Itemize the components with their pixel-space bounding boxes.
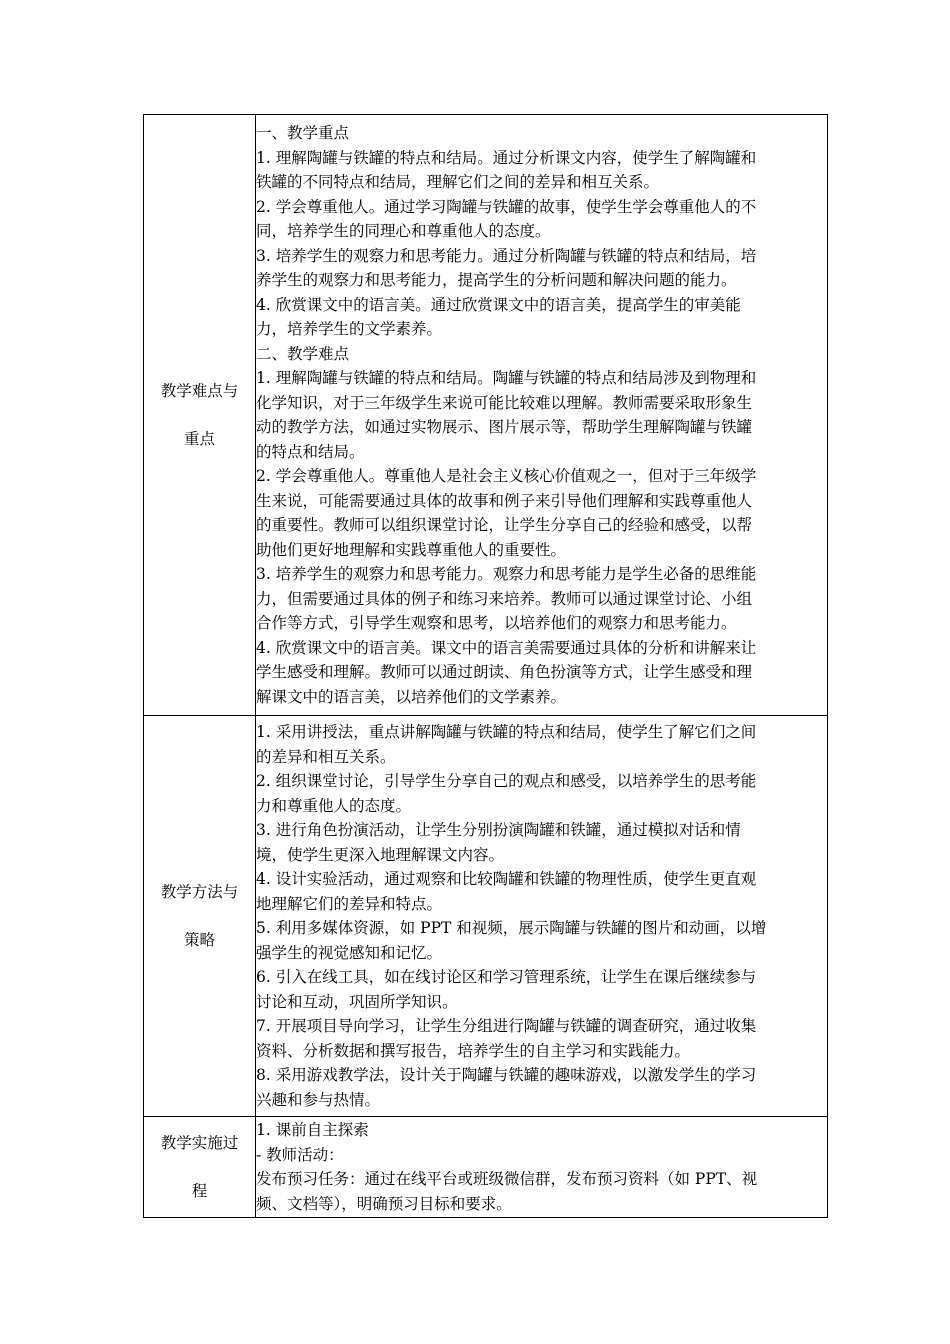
row-label-cell [144,115,256,716]
content-line: 的特点和结局。 [256,442,365,461]
row-label-line: 程 [191,1182,208,1200]
content-line: 的差异和相互关系。 [256,747,396,766]
content-line: 3. 进行角色扮演活动，让学生分别扮演陶罐和铁罐，通过模拟对话和情 [256,821,741,839]
row-label-line: 教学实施过 [160,1134,239,1152]
content-line: 铁罐的不同特点和结局，理解它们之间的差异和相互关系。 [256,173,660,191]
row-label-line: 策略 [183,931,215,949]
content-line: 资料、分析数据和撰写报告，培养学生的自主学习和实践能力。 [256,1041,691,1060]
content-line: 同，培养学生的同理心和尊重他人的态度。 [256,222,551,240]
content-line: 境，使学生更深入地理解课文内容。 [256,845,505,864]
row-label-line: 教学难点与 [160,382,239,400]
content-line: 2. 组织课堂讨论，引导学生分享自己的观点和感受，以培养学生的思考能 [256,772,757,790]
content-line: 二、教学难点 [256,344,350,363]
content-line: 7. 开展项目导向学习，让学生分组进行陶罐与铁罐的调查研究，通过收集 [256,1017,757,1035]
content-line: 生来说，可能需要通过具体的故事和例子来引导他们理解和实践尊重他人 [256,491,753,510]
row-label-line: 重点 [183,430,215,448]
content-line: 2. 学会尊重他人。通过学习陶罐与铁罐的故事，使学生学会尊重他人的不 [256,197,757,216]
content-line: 5. 利用多媒体资源，如 PPT 和视频，展示陶罐与铁罐的图片和动画，以增 [256,919,767,937]
content-line: 讨论和互动，巩固所学知识。 [256,992,458,1011]
content-line: 的重要性。教师可以组织课堂讨论，让学生分享自己的经验和感受，以帮 [256,516,753,534]
content-line: 2. 学会尊重他人。尊重他人是社会主义核心价值观之一，但对于三年级学 [256,467,757,485]
content-line: 兴趣和参与热情。 [256,1090,381,1109]
content-line: 动的教学方法，如通过实物展示、图片展示等，帮助学生理解陶罐与铁罐 [256,418,753,436]
table-row-methods-strategies [144,716,828,1117]
content-line: 3. 培养学生的观察力和思考能力。通过分析陶罐与铁罐的特点和结局，培 [256,246,757,265]
content-line: 一、教学重点 [256,124,350,142]
lesson-plan-table [143,114,828,1218]
content-line: 3. 培养学生的观察力和思考能力。观察力和思考能力是学生必备的思维能 [256,565,757,583]
content-line: 强学生的视觉感知和记忆。 [256,943,443,962]
content-line: 4. 设计实验活动，通过观察和比较陶罐和铁罐的物理性质，使学生更直观 [256,870,757,888]
table-row-key-difficult-points [144,115,828,716]
content-line: 1. 理解陶罐与铁罐的特点和结局。陶罐与铁罐的特点和结局涉及到物理和 [256,369,757,387]
content-line: 地理解它们的差异和特点。 [256,894,443,913]
content-line: 力和尊重他人的态度。 [256,796,412,815]
row-content-cell [256,115,828,716]
content-line: 养学生的观察力和思考能力，提高学生的分析问题和解决问题的能力。 [256,271,737,289]
content-line: 8. 采用游戏教学法，设计关于陶罐与铁罐的趣味游戏，以激发学生的学习 [256,1066,757,1084]
content-line: 学生感受和理解。教师可以通过朗读、角色扮演等方式，让学生感受和理 [256,663,753,681]
content-line: 4. 欣赏课文中的语言美。通过欣赏课文中的语言美，提高学生的审美能 [256,295,741,314]
row-content-cell [256,716,828,1117]
table-row-implementation-process [144,1117,828,1218]
row-content-cell [256,1117,828,1218]
content-line: 发布预习任务：通过在线平台或班级微信群，发布预习资料（如 PPT、视 [256,1170,758,1188]
content-line: 力，培养学生的文学素养。 [256,320,443,338]
content-line: 1. 采用讲授法，重点讲解陶罐与铁罐的特点和结局，使学生了解它们之间 [256,723,757,741]
content-line: 解课文中的语言美，以培养他们的文学素养。 [256,687,567,706]
content-line: 助他们更好地理解和实践尊重他人的重要性。 [256,540,567,559]
content-line: 合作等方式，引导学生观察和思考，以培养他们的观察力和思考能力。 [256,614,737,632]
content-line: 频、文档等），明确预习目标和要求。 [256,1194,512,1213]
row-label-cell [144,716,256,1117]
content-line: - 教师活动： [256,1145,344,1164]
content-line: 力，但需要通过具体的例子和练习来培养。教师可以通过课堂讨论、小组 [256,589,753,608]
content-line: 化学知识，对于三年级学生来说可能比较难以理解。教师需要采取形象生 [256,393,753,412]
content-line: 1. 理解陶罐与铁罐的特点和结局。通过分析课文内容，使学生了解陶罐和 [256,148,757,167]
row-label-line: 教学方法与 [160,883,239,901]
content-line: 6. 引入在线工具，如在线讨论区和学习管理系统，让学生在课后继续参与 [256,968,757,986]
content-line: 4. 欣赏课文中的语言美。课文中的语言美需要通过具体的分析和讲解来让 [256,638,757,657]
row-label-cell [144,1117,256,1218]
content-line: 1. 课前自主探索 [256,1121,369,1139]
